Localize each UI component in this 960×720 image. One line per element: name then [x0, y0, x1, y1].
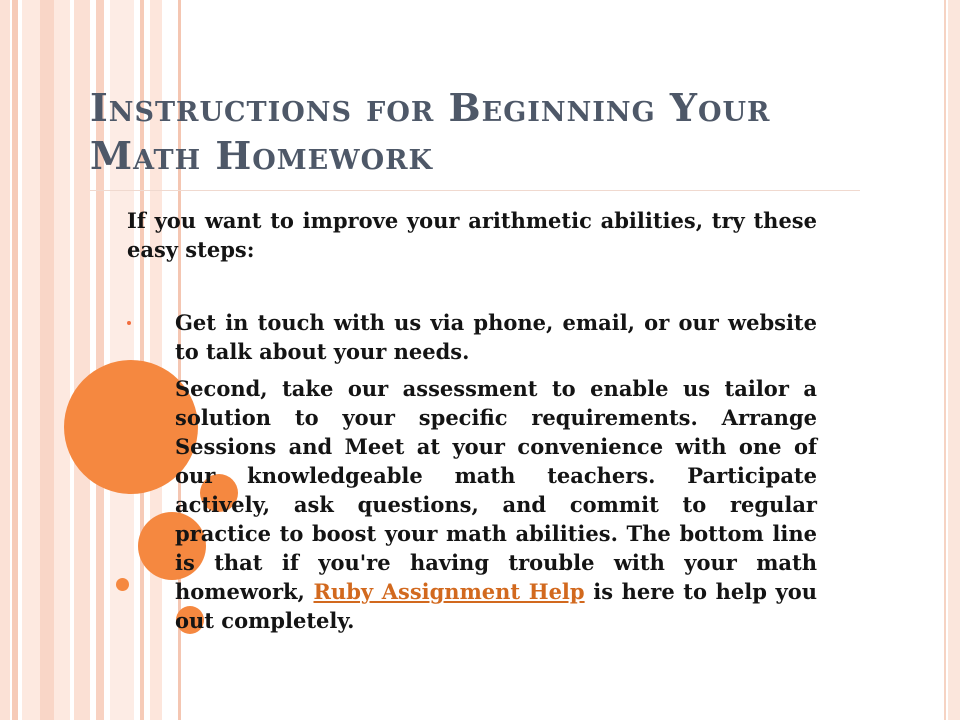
list-item	[127, 308, 817, 366]
slide-title-line2: Math Homework	[90, 133, 434, 178]
right-edge-stripe	[948, 0, 960, 720]
ruby-assignment-help-link[interactable]: Ruby Assignment Help	[313, 579, 585, 604]
slide-title	[90, 84, 850, 180]
title-divider	[90, 190, 860, 191]
right-edge-line	[944, 0, 946, 720]
steps-list	[127, 308, 817, 635]
slide-content	[127, 206, 817, 643]
bullet-icon	[127, 321, 131, 325]
bullet-1-text: Get in touch with us via phone, email, or our website to talk about your needs.	[175, 310, 817, 364]
bullet-2-text-start: Second, take our assessment to enable us tailor a solution to your specific requirements. Arrange Sessions and Meet at your convenience with one of our knowledgeable math teachers. Participate actively, ask questions, and commit to regular practice to boost your math abilities. The bottom line is that if you're having trouble with your math homework,	[175, 376, 817, 604]
bullet-2-text-end: is here to help you out completely.	[175, 579, 817, 633]
list-item	[127, 374, 817, 635]
slide-title-line1: Instructions for Beginning Your	[90, 85, 771, 130]
intro-paragraph: If you want to improve your arithmetic abilities, try these easy steps:	[127, 208, 817, 262]
